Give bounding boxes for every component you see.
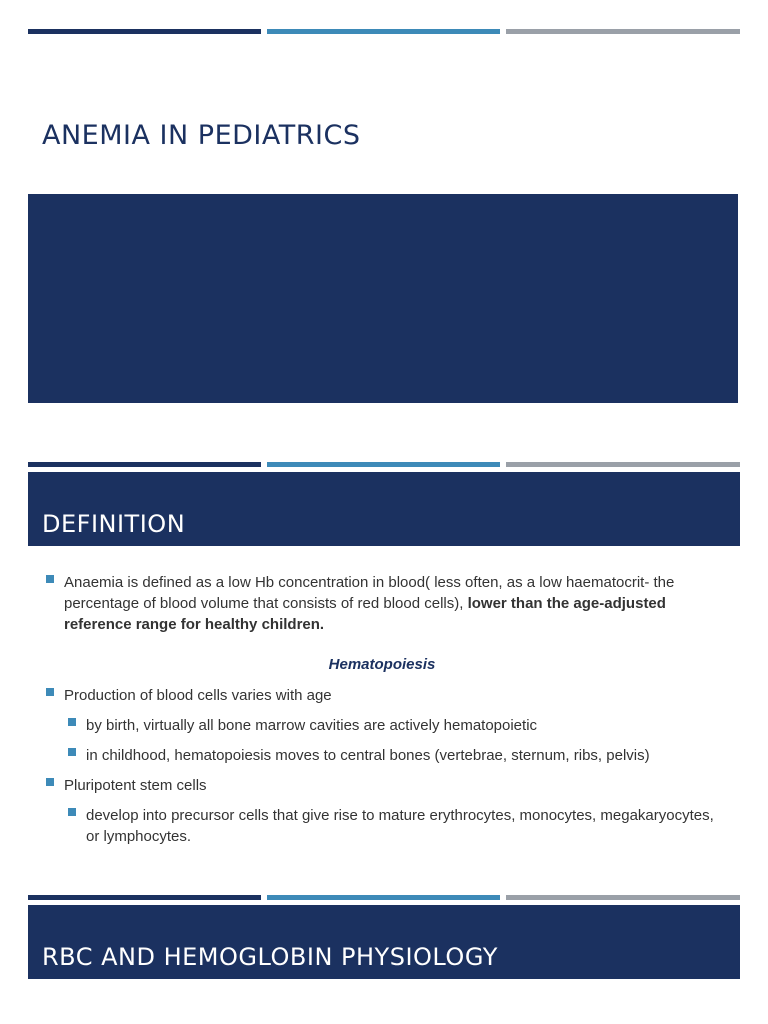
list-item <box>46 685 718 706</box>
list-item-text: Production of blood cells varies with age <box>64 687 332 704</box>
list-item-definition <box>46 572 718 635</box>
accent-stripes-top <box>28 29 740 34</box>
accent-stripes-rbc <box>28 895 740 900</box>
definition-bold-text: lower than the age-adjusted reference range for healthy children. <box>64 595 666 633</box>
definition-content <box>46 572 718 847</box>
slide-title-anemia: ANEMIA IN PEDIATRICS <box>42 120 361 151</box>
navy-content-block <box>28 194 738 403</box>
square-bullet-icon <box>68 748 76 756</box>
list-item <box>46 775 718 796</box>
stripe-gray <box>506 895 740 900</box>
rbc-title-band <box>28 905 740 979</box>
stripe-blue <box>267 462 500 467</box>
square-bullet-icon <box>68 718 76 726</box>
list-item-text: Pluripotent stem cells <box>64 777 207 794</box>
stripe-blue <box>267 895 500 900</box>
square-bullet-icon <box>46 575 54 583</box>
stripe-navy <box>28 462 261 467</box>
definition-text: Anaemia is defined as a low Hb concentration in blood( less often, as a low haematocrit- the percentage of blood volume that consists of red blood cells), <box>64 574 675 612</box>
stripe-gray <box>506 462 740 467</box>
list-item <box>68 715 718 736</box>
square-bullet-icon <box>46 778 54 786</box>
list-item-text: in childhood, hematopoiesis moves to central bones (vertebrae, sternum, ribs, pelvis) <box>86 747 650 764</box>
stripe-gray <box>506 29 740 34</box>
subheading-hematopoiesis: Hematopoiesis <box>328 656 436 673</box>
definition-title-band <box>28 472 740 546</box>
slide-title-rbc-hemoglobin: RBC AND HEMOGLOBIN PHYSIOLOGY <box>42 943 498 971</box>
stripe-navy <box>28 895 261 900</box>
list-item-text: develop into precursor cells that give rise to mature erythrocytes, monocytes, megakaryocytes, or lymphocytes. <box>86 807 714 845</box>
slide-title-definition: DEFINITION <box>42 510 186 538</box>
stripe-blue <box>267 29 500 34</box>
list-item <box>68 805 718 847</box>
accent-stripes-definition <box>28 462 740 467</box>
list-item-text: by birth, virtually all bone marrow cavities are actively hematopoietic <box>86 717 538 734</box>
list-item <box>68 745 718 766</box>
square-bullet-icon <box>68 808 76 816</box>
stripe-navy <box>28 29 261 34</box>
square-bullet-icon <box>46 688 54 696</box>
